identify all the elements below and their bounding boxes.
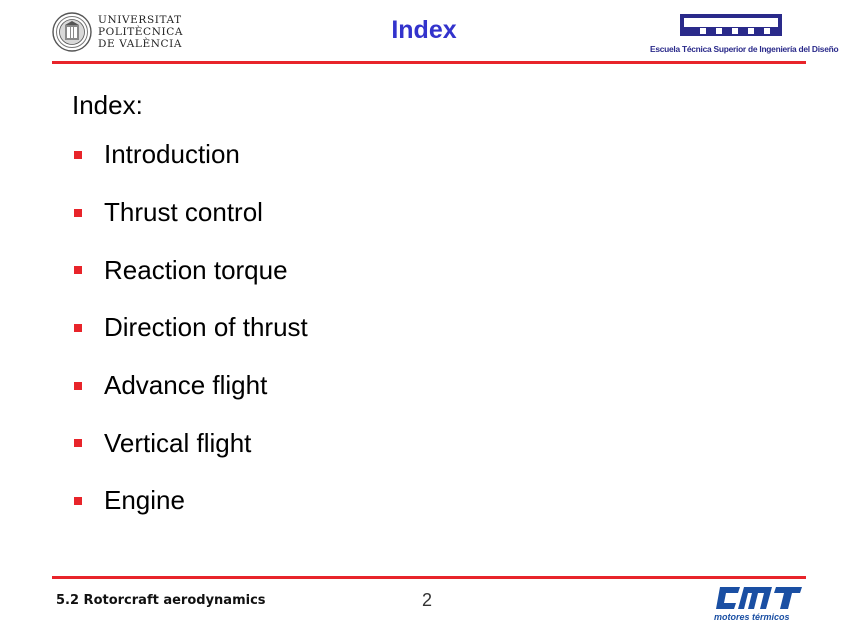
etsid-logo [650,14,839,56]
list-item-vertical-flight [72,414,308,472]
list-item-reaction-torque [72,241,308,299]
list-item-label: Reaction torque [104,254,288,285]
etsid-building-icon [680,14,782,42]
etsid-name: Escuela Técnica Superior de Ingeniería del Diseño [650,44,839,54]
list-item-label: Advance flight [104,370,268,401]
cmt-caption: motores térmicos [714,612,790,622]
page-number: 2 [422,590,433,610]
list-item-introduction [72,126,308,184]
header-divider [52,61,806,64]
cmt-logo [710,585,806,625]
bullet-square-icon [74,439,82,447]
page-title: Index [391,16,457,44]
bullet-square-icon [74,266,82,274]
bullet-square-icon [74,209,82,217]
cmt-logo-icon [714,585,802,611]
bullet-square-icon [74,151,82,159]
bullet-square-icon [74,324,82,332]
bullet-square-icon [74,497,82,505]
list-item-label: Direction of thrust [104,312,308,343]
list-item-direction-of-thrust [72,299,308,357]
list-item-thrust-control [72,184,308,242]
list-item-label: Engine [104,485,185,516]
course-title: 5.2 Rotorcraft aerodynamics [56,593,266,608]
list-item-engine [72,472,308,530]
list-item-label: Vertical flight [104,427,252,458]
upv-name-line-2: POLITÈCNICA [98,26,184,38]
upv-name-line-3: DE VALÈNCIA [98,38,183,50]
footer-divider [52,576,806,579]
list-item-advance-flight [72,357,308,415]
upv-name-line-1: UNIVERSITAT [98,14,182,26]
index-list [72,126,308,530]
content-heading: Index: [72,90,143,120]
bullet-square-icon [74,382,82,390]
slide-header [0,0,848,66]
list-item-label: Introduction [104,139,240,170]
list-item-label: Thrust control [104,197,263,228]
